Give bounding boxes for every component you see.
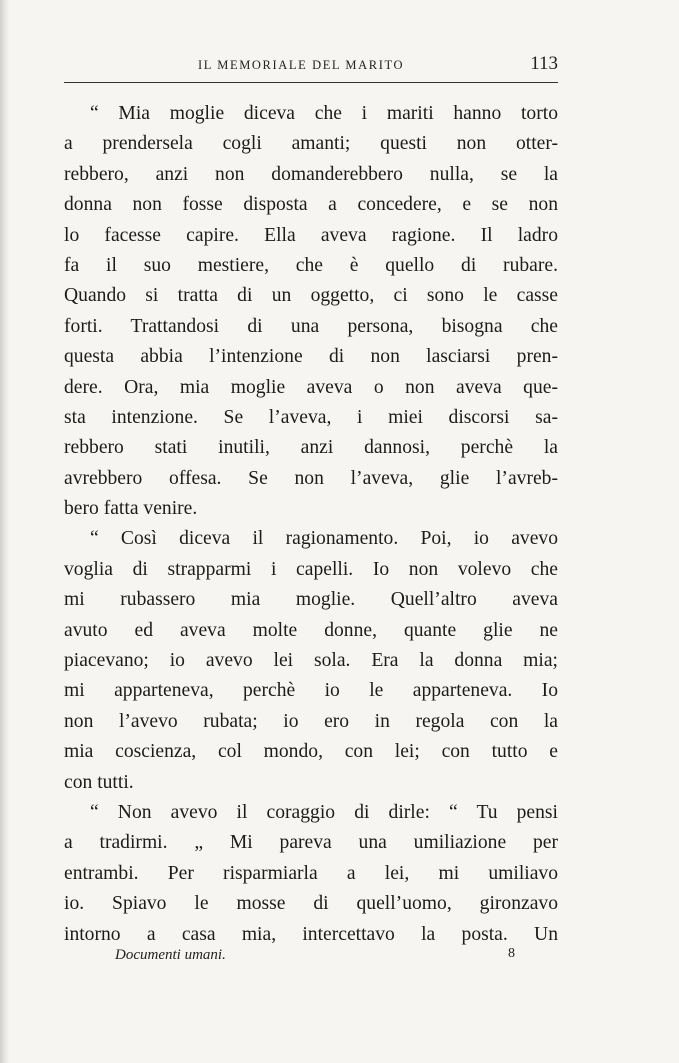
text-line: io. Spiavo le mosse di quell’uomo, gironzavo xyxy=(64,893,558,915)
text-line: con tutti. xyxy=(64,771,134,793)
text-line: lo facesse capire. Ella aveva ragione. Il ladro xyxy=(64,224,558,246)
text-line: avuto ed aveva molte donne, quante glie ne xyxy=(64,619,558,641)
text-line: intorno a casa mia, intercettavo la posta. Un xyxy=(64,923,558,945)
text-line: questa abbia l’intenzione di non lasciarsi pren- xyxy=(64,346,558,368)
signature-mark: 8 xyxy=(508,946,515,961)
text-line: donna non fosse disposta a concedere, e se non xyxy=(64,194,558,216)
text-line: “ Non avevo il coraggio di dirle: “ Tu pensi xyxy=(90,801,558,823)
paragraph-1 xyxy=(64,99,558,524)
page-left-edge xyxy=(0,0,10,1063)
page-number: 113 xyxy=(530,53,558,74)
text-line: voglia di strapparmi i capelli. Io non volevo che xyxy=(64,558,558,580)
text-line: rebbero stati inutili, anzi dannosi, perchè la xyxy=(64,437,558,459)
paragraph-3 xyxy=(64,798,558,950)
text-line: mia coscienza, col mondo, con lei; con tutto e xyxy=(64,741,558,763)
text-line: “ Così diceva il ragionamento. Poi, io avevo xyxy=(90,528,558,550)
text-line: fa il suo mestiere, che è quello di rubare. xyxy=(64,254,558,276)
text-line: a prendersela cogli amanti; questi non otter- xyxy=(64,133,558,155)
text-line: a tradirmi. „ Mi pareva una umiliazione per xyxy=(64,832,558,854)
text-line: mi apparteneva, perchè io le apparteneva. Io xyxy=(64,680,558,702)
text-line: sta intenzione. Se l’aveva, i miei discorsi sa- xyxy=(64,406,558,428)
running-title: IL MEMORIALE DEL MARITO xyxy=(198,58,405,72)
text-line: mi rubassero mia moglie. Quell’altro aveva xyxy=(64,589,558,611)
text-line: Quando si tratta di un oggetto, ci sono le casse xyxy=(64,285,558,307)
text-line: bero fatta venire. xyxy=(64,498,198,520)
text-line: entrambi. Per risparmiarla a lei, mi umiliavo xyxy=(64,862,558,884)
text-line: dere. Ora, mia moglie aveva o non aveva que- xyxy=(64,376,558,398)
body-text xyxy=(64,99,558,950)
text-line: avrebbero offesa. Se non l’aveva, glie l’avreb- xyxy=(64,467,558,489)
paragraph-2 xyxy=(64,524,558,798)
text-line: forti. Trattandosi di una persona, bisogna che xyxy=(64,315,558,337)
footer-book-title: Documenti umani. xyxy=(115,947,226,963)
text-line: piacevano; io avevo lei sola. Era la donna mia; xyxy=(64,650,558,672)
text-line: “ Mia moglie diceva che i mariti hanno torto xyxy=(90,103,558,124)
page-header xyxy=(64,52,558,83)
text-line: non l’avevo rubata; io ero in regola con la xyxy=(64,710,558,732)
text-line: rebbero, anzi non domanderebbero nulla, se la xyxy=(64,163,558,185)
